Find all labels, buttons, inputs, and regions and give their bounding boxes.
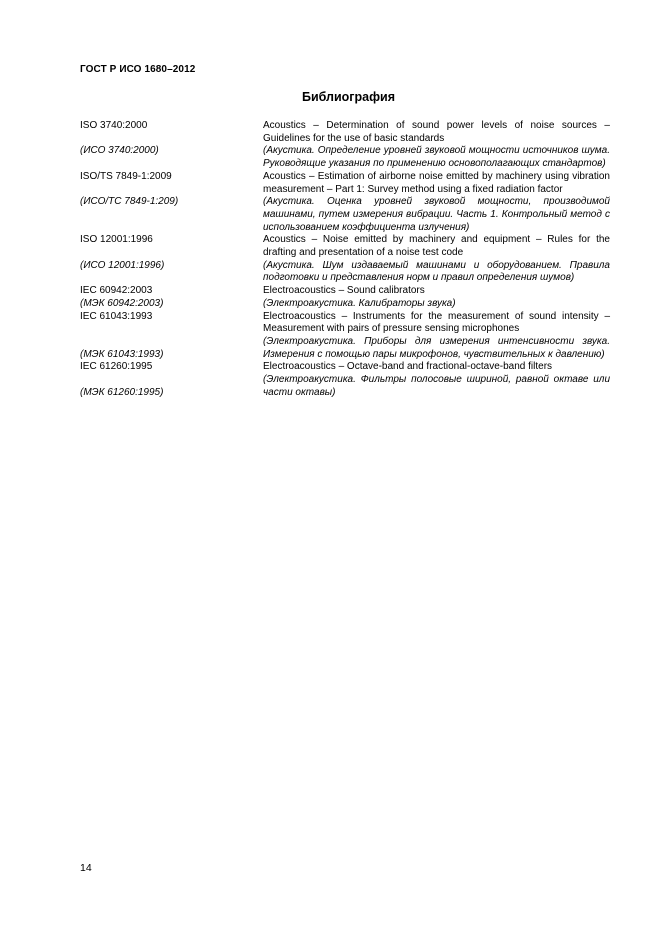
reference-title: Acoustics – Determination of sound power levels of noise sources – Guidelines for the use of basic standards — [263, 120, 610, 144]
bibliography-entry — [80, 311, 610, 336]
bibliography-entry-translation — [80, 374, 610, 399]
bibliography-entry — [80, 120, 610, 145]
bibliography-entry-translation — [80, 260, 610, 285]
bibliography-entry-translation — [80, 336, 610, 361]
bibliography-entry-translation — [80, 196, 610, 234]
bibliography-entry — [80, 361, 610, 374]
reference-title-ru: (Электроакустика. Приборы для измерения интенсивности звука. Измерения с помощью пары микрофонов, чувствительных к давлению) — [263, 335, 610, 360]
reference-title-ru: (Акустика. Оценка уровней звуковой мощности, производимой машинами, путем измерения вибрации. Часть 1. Контрольный метод с использованием коэффициента излучения) — [263, 196, 610, 233]
reference-code: IEC 61043:1993 — [80, 310, 153, 322]
reference-code-ru: (МЭК 60942:2003) — [80, 297, 164, 309]
section-title: Библиография — [301, 90, 396, 104]
reference-title: Acoustics – Estimation of airborne noise emitted by machinery using vibration measurement – Part 1: Survey method using a fixed radiation factor — [263, 170, 610, 195]
reference-title-ru: (Акустика. Определение уровней звуковой мощности источников шума. Руководящие указания по применению основополагающих стандартов) — [263, 145, 610, 170]
reference-code-ru: (МЭК 61260:1995) — [80, 386, 164, 398]
bibliography-entry-translation — [80, 298, 610, 311]
reference-code: IEC 61260:1995 — [80, 361, 153, 373]
document-header: ГОСТ Р ИСО 1680–2012 — [80, 64, 196, 75]
reference-title: Electroacoustics – Sound calibrators — [263, 285, 425, 297]
reference-title: Electroacoustics – Instruments for the measurement of sound intensity – Measurement with pairs of pressure sensing microphones — [263, 310, 610, 335]
reference-title-ru: (Электроакустика. Калибраторы звука) — [263, 297, 456, 309]
reference-title-ru: (Электроакустика. Фильтры полосовые шириной, равной октаве или части октавы) — [263, 374, 610, 398]
reference-code-ru: (ИСО 3740:2000) — [80, 145, 159, 157]
bibliography-entry-translation — [80, 145, 610, 170]
reference-title: Electroacoustics – Octave-band and fractional-octave-band filters — [263, 361, 553, 373]
bibliography-list — [80, 120, 610, 399]
bibliography-entry — [80, 171, 610, 196]
bibliography-entry — [80, 285, 610, 298]
reference-code: ISO/TS 7849-1:2009 — [80, 170, 172, 182]
reference-code-ru: (ИСО 12001:1996) — [80, 259, 165, 271]
reference-title: Acoustics – Noise emitted by machinery and equipment – Rules for the drafting and presentation of a noise test code — [263, 234, 610, 259]
reference-code-ru: (МЭК 61043:1993) — [80, 348, 164, 360]
reference-code: ISO 12001:1996 — [80, 234, 153, 246]
page-number: 14 — [80, 862, 92, 874]
reference-code-ru: (ИСО/ТС 7849-1:209) — [80, 196, 179, 208]
bibliography-entry — [80, 234, 610, 259]
reference-code: IEC 60942:2003 — [80, 285, 153, 297]
reference-code: ISO 3740:2000 — [80, 120, 148, 131]
reference-title-ru: (Акустика. Шум издаваемый машинами и оборудованием. Правила подготовки и представления норм и правил определения шумов) — [263, 259, 610, 284]
